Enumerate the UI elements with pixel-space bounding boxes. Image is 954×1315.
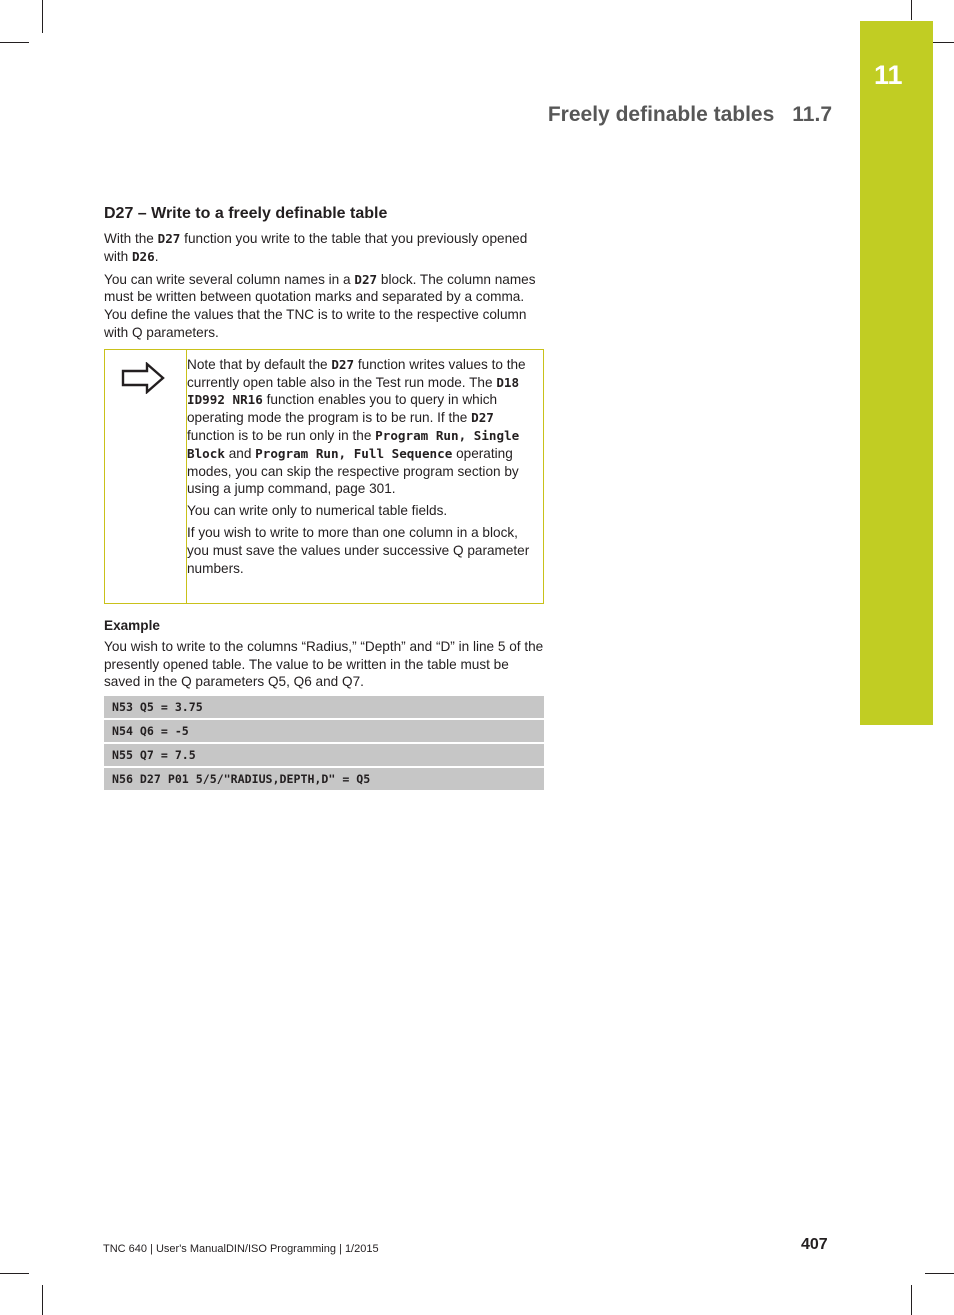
arrow-right-icon: [121, 362, 165, 394]
note-body: [187, 356, 533, 582]
note-paragraph: [187, 356, 533, 498]
text-run: operating modes, you can skip the respective program section by using a jump command, page 301.: [187, 445, 519, 497]
note-paragraph: You can write only to numerical table fields.: [187, 503, 448, 519]
code-line-text: N55 Q7 = 7.5: [112, 748, 196, 763]
text-run: and: [224, 445, 256, 461]
code-term: Program Run, Single Block: [187, 427, 520, 461]
text-run: Note that by default the: [187, 356, 332, 372]
chapter-number: 11: [874, 60, 903, 90]
crop-mark: [911, 1285, 912, 1315]
code-line-text: N54 Q6 = -5: [112, 724, 189, 739]
section-heading: D27 – Write to a freely definable table: [104, 205, 388, 222]
code-line: [104, 744, 544, 766]
text-run: function you write to the table that you previously opened with: [104, 231, 528, 264]
footer-text: TNC 640 | User's ManualDIN/ISO Programming | 1/2015: [103, 1243, 379, 1255]
code-term: D18 ID992 NR16: [187, 374, 520, 408]
code-term: Program Run, Full Sequence: [255, 445, 453, 461]
header-title: Freely definable tables: [547, 103, 775, 126]
code-listing: [104, 696, 544, 790]
code-line-text: N53 Q5 = 3.75: [112, 700, 203, 715]
code-term: D27: [471, 410, 494, 426]
code-line: [104, 768, 544, 790]
code-term: D26: [131, 248, 155, 264]
text-run: function enables you to query in which operating mode the program is to be run. If the: [187, 392, 498, 426]
crop-mark: [911, 0, 912, 20]
text-run: You can write several column names in a: [104, 271, 355, 287]
crop-mark: [925, 1273, 954, 1274]
code-line: [104, 696, 544, 718]
crop-mark: [42, 0, 43, 33]
code-term: D27: [354, 271, 378, 287]
note-paragraph: If you wish to write to more than one column in a block, you must save the values under successive Q parameter numbers.: [187, 524, 530, 576]
chapter-tab: [860, 21, 933, 725]
text-run: function writes values to the currently open table also in the Test run mode. The: [187, 356, 526, 390]
text-run: .: [154, 248, 159, 264]
code-line-text: N56 D27 P01 5/5/"RADIUS,DEPTH,D" = Q5: [112, 772, 371, 787]
running-header: [548, 103, 832, 127]
page-number: 407: [801, 1236, 828, 1253]
text-run: function is to be run only in the: [187, 427, 376, 443]
text-run: With the: [104, 231, 158, 246]
crop-mark: [42, 1285, 43, 1315]
example-paragraph: You wish to write to the columns “Radius,” “Depth” and “D” in line 5 of the presently opened table. The value to be written in the table must be saved in the Q parameters Q5, Q6 and Q7.: [104, 638, 544, 690]
header-section-number: 11.7: [792, 103, 832, 126]
intro-paragraph: [104, 230, 544, 266]
note-box: [104, 349, 544, 604]
example-label: Example: [104, 617, 160, 633]
code-term: D27: [331, 356, 355, 372]
code-term: D27: [157, 231, 181, 246]
code-line: [104, 720, 544, 742]
text-run: block. The column names must be written between quotation marks and separated by a comma. You define the values that the TNC is to write to the respective column with Q parameters.: [104, 271, 536, 340]
crop-mark: [0, 42, 29, 43]
main-content: [104, 205, 544, 792]
crop-mark: [0, 1273, 29, 1274]
columns-paragraph: [104, 271, 544, 342]
